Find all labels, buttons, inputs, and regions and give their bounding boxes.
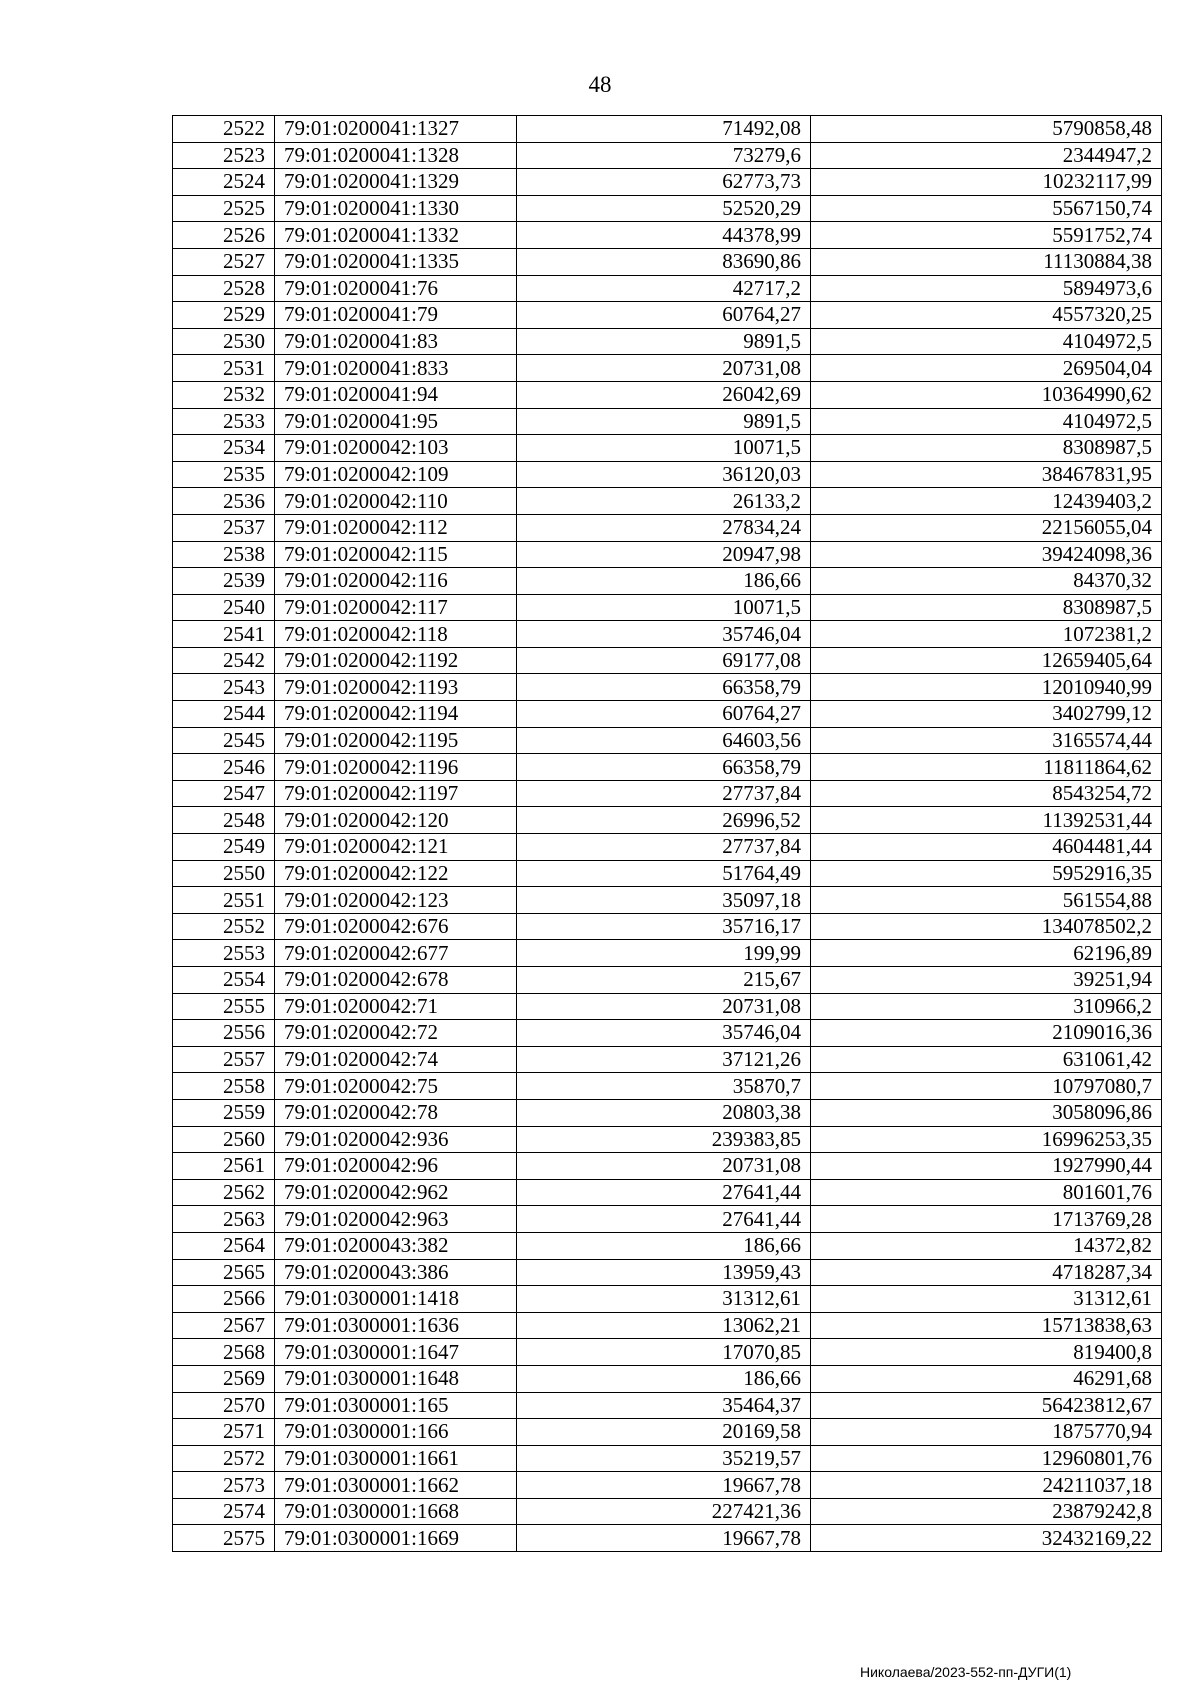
table-row <box>173 1286 1162 1313</box>
cadastral-number-cell: 79:01:0300001:1662 <box>275 1472 517 1499</box>
value-1-cell: 215,67 <box>517 967 811 994</box>
row-number-cell: 2543 <box>173 674 275 701</box>
value-2-cell: 4557320,25 <box>811 302 1162 329</box>
row-number-cell: 2562 <box>173 1179 275 1206</box>
row-number-cell: 2564 <box>173 1232 275 1259</box>
row-number-cell: 2524 <box>173 169 275 196</box>
row-number-cell: 2552 <box>173 913 275 940</box>
row-number-cell: 2537 <box>173 514 275 541</box>
row-number-cell: 2569 <box>173 1365 275 1392</box>
row-number-cell: 2531 <box>173 355 275 382</box>
table-row <box>173 1206 1162 1233</box>
cadastral-number-cell: 79:01:0300001:1647 <box>275 1339 517 1366</box>
row-number-cell: 2532 <box>173 381 275 408</box>
cadastral-number-cell: 79:01:0200042:676 <box>275 913 517 940</box>
row-number-cell: 2538 <box>173 541 275 568</box>
table-row <box>173 116 1162 143</box>
row-number-cell: 2558 <box>173 1073 275 1100</box>
value-2-cell: 3058096,86 <box>811 1099 1162 1126</box>
value-1-cell: 27641,44 <box>517 1206 811 1233</box>
table-row <box>173 1339 1162 1366</box>
page-number: 48 <box>588 72 612 97</box>
cadastral-number-cell: 79:01:0200041:1329 <box>275 169 517 196</box>
cadastral-number-cell: 79:01:0200041:76 <box>275 275 517 302</box>
value-1-cell: 9891,5 <box>517 408 811 435</box>
value-2-cell: 1875770,94 <box>811 1419 1162 1446</box>
value-2-cell: 310966,2 <box>811 993 1162 1020</box>
row-number-cell: 2542 <box>173 647 275 674</box>
row-number-cell: 2549 <box>173 834 275 861</box>
table-row <box>173 701 1162 728</box>
table-row <box>173 541 1162 568</box>
value-2-cell: 38467831,95 <box>811 461 1162 488</box>
value-2-cell: 5952916,35 <box>811 860 1162 887</box>
row-number-cell: 2522 <box>173 116 275 143</box>
value-1-cell: 51764,49 <box>517 860 811 887</box>
cadastral-number-cell: 79:01:0200042:75 <box>275 1073 517 1100</box>
row-number-cell: 2541 <box>173 621 275 648</box>
value-1-cell: 44378,99 <box>517 222 811 249</box>
value-1-cell: 60764,27 <box>517 302 811 329</box>
value-1-cell: 17070,85 <box>517 1339 811 1366</box>
table-body <box>173 116 1162 1552</box>
value-2-cell: 4104972,5 <box>811 408 1162 435</box>
value-2-cell: 8543254,72 <box>811 780 1162 807</box>
value-2-cell: 5894973,6 <box>811 275 1162 302</box>
row-number-cell: 2539 <box>173 568 275 595</box>
value-1-cell: 35746,04 <box>517 1020 811 1047</box>
cadastral-number-cell: 79:01:0300001:166 <box>275 1419 517 1446</box>
cadastral-number-cell: 79:01:0200042:678 <box>275 967 517 994</box>
row-number-cell: 2556 <box>173 1020 275 1047</box>
value-1-cell: 13959,43 <box>517 1259 811 1286</box>
cadastral-number-cell: 79:01:0200041:1327 <box>275 116 517 143</box>
value-2-cell: 24211037,18 <box>811 1472 1162 1499</box>
table-row <box>173 1232 1162 1259</box>
value-1-cell: 83690,86 <box>517 248 811 275</box>
row-number-cell: 2561 <box>173 1153 275 1180</box>
row-number-cell: 2540 <box>173 594 275 621</box>
value-2-cell: 12960801,76 <box>811 1445 1162 1472</box>
row-number-cell: 2526 <box>173 222 275 249</box>
value-2-cell: 39424098,36 <box>811 541 1162 568</box>
row-number-cell: 2548 <box>173 807 275 834</box>
cadastral-number-cell: 79:01:0200043:382 <box>275 1232 517 1259</box>
table-row <box>173 355 1162 382</box>
value-1-cell: 20731,08 <box>517 1153 811 1180</box>
value-2-cell: 56423812,67 <box>811 1392 1162 1419</box>
row-number-cell: 2571 <box>173 1419 275 1446</box>
cadastral-number-cell: 79:01:0200042:78 <box>275 1099 517 1126</box>
value-1-cell: 20731,08 <box>517 993 811 1020</box>
value-1-cell: 27737,84 <box>517 780 811 807</box>
value-1-cell: 71492,08 <box>517 116 811 143</box>
table-row <box>173 275 1162 302</box>
value-2-cell: 5790858,48 <box>811 116 1162 143</box>
cadastral-number-cell: 79:01:0200042:74 <box>275 1046 517 1073</box>
table-row <box>173 834 1162 861</box>
row-number-cell: 2568 <box>173 1339 275 1366</box>
value-1-cell: 186,66 <box>517 1365 811 1392</box>
cadastral-number-cell: 79:01:0200042:116 <box>275 568 517 595</box>
value-2-cell: 2109016,36 <box>811 1020 1162 1047</box>
table-row <box>173 248 1162 275</box>
table-row <box>173 1020 1162 1047</box>
table-row <box>173 1153 1162 1180</box>
table-row <box>173 860 1162 887</box>
table-row <box>173 1498 1162 1525</box>
table-row <box>173 222 1162 249</box>
value-2-cell: 1927990,44 <box>811 1153 1162 1180</box>
value-1-cell: 20169,58 <box>517 1419 811 1446</box>
row-number-cell: 2534 <box>173 435 275 462</box>
cadastral-number-cell: 79:01:0200042:962 <box>275 1179 517 1206</box>
value-2-cell: 10797080,7 <box>811 1073 1162 1100</box>
cadastral-number-cell: 79:01:0200041:1328 <box>275 142 517 169</box>
value-2-cell: 5567150,74 <box>811 195 1162 222</box>
cadastral-number-cell: 79:01:0200042:1194 <box>275 701 517 728</box>
cadastral-number-cell: 79:01:0300001:1636 <box>275 1312 517 1339</box>
row-number-cell: 2570 <box>173 1392 275 1419</box>
cadastral-number-cell: 79:01:0200042:677 <box>275 940 517 967</box>
row-number-cell: 2553 <box>173 940 275 967</box>
table-row <box>173 1472 1162 1499</box>
cadastral-number-cell: 79:01:0200042:1195 <box>275 727 517 754</box>
value-2-cell: 39251,94 <box>811 967 1162 994</box>
row-number-cell: 2565 <box>173 1259 275 1286</box>
cadastral-number-cell: 79:01:0200042:1193 <box>275 674 517 701</box>
table-row <box>173 1525 1162 1552</box>
value-1-cell: 60764,27 <box>517 701 811 728</box>
table-row <box>173 807 1162 834</box>
value-1-cell: 66358,79 <box>517 674 811 701</box>
cadastral-number-cell: 79:01:0200042:121 <box>275 834 517 861</box>
cadastral-number-cell: 79:01:0300001:1648 <box>275 1365 517 1392</box>
value-2-cell: 32432169,22 <box>811 1525 1162 1552</box>
value-2-cell: 134078502,2 <box>811 913 1162 940</box>
cadastral-number-cell: 79:01:0200042:963 <box>275 1206 517 1233</box>
table-row <box>173 674 1162 701</box>
cadastral-number-cell: 79:01:0200042:112 <box>275 514 517 541</box>
table-row <box>173 1312 1162 1339</box>
row-number-cell: 2557 <box>173 1046 275 1073</box>
table-row <box>173 1259 1162 1286</box>
value-2-cell: 8308987,5 <box>811 435 1162 462</box>
table-row <box>173 142 1162 169</box>
row-number-cell: 2525 <box>173 195 275 222</box>
value-2-cell: 46291,68 <box>811 1365 1162 1392</box>
row-number-cell: 2559 <box>173 1099 275 1126</box>
cadastral-number-cell: 79:01:0200042:72 <box>275 1020 517 1047</box>
row-number-cell: 2567 <box>173 1312 275 1339</box>
cadastral-number-cell: 79:01:0200042:103 <box>275 435 517 462</box>
cadastral-number-cell: 79:01:0200042:118 <box>275 621 517 648</box>
row-number-cell: 2535 <box>173 461 275 488</box>
cadastral-number-cell: 79:01:0200042:71 <box>275 993 517 1020</box>
value-1-cell: 35219,57 <box>517 1445 811 1472</box>
table-row <box>173 461 1162 488</box>
value-1-cell: 26133,2 <box>517 488 811 515</box>
value-2-cell: 12659405,64 <box>811 647 1162 674</box>
value-2-cell: 15713838,63 <box>811 1312 1162 1339</box>
table-row <box>173 568 1162 595</box>
row-number-cell: 2547 <box>173 780 275 807</box>
row-number-cell: 2560 <box>173 1126 275 1153</box>
cadastral-number-cell: 79:01:0200042:120 <box>275 807 517 834</box>
table-row <box>173 1419 1162 1446</box>
row-number-cell: 2551 <box>173 887 275 914</box>
table-row <box>173 727 1162 754</box>
value-1-cell: 64603,56 <box>517 727 811 754</box>
value-2-cell: 31312,61 <box>811 1286 1162 1313</box>
value-1-cell: 26042,69 <box>517 381 811 408</box>
row-number-cell: 2575 <box>173 1525 275 1552</box>
value-1-cell: 35464,37 <box>517 1392 811 1419</box>
value-2-cell: 12010940,99 <box>811 674 1162 701</box>
table-row <box>173 1046 1162 1073</box>
value-2-cell: 4104972,5 <box>811 328 1162 355</box>
value-1-cell: 20731,08 <box>517 355 811 382</box>
cadastral-number-cell: 79:01:0200041:1335 <box>275 248 517 275</box>
table-row <box>173 621 1162 648</box>
value-1-cell: 35097,18 <box>517 887 811 914</box>
row-number-cell: 2555 <box>173 993 275 1020</box>
table-row <box>173 1099 1162 1126</box>
value-1-cell: 10071,5 <box>517 594 811 621</box>
value-2-cell: 22156055,04 <box>811 514 1162 541</box>
row-number-cell: 2573 <box>173 1472 275 1499</box>
value-1-cell: 19667,78 <box>517 1472 811 1499</box>
document-reference-footer: Николаева/2023-552-пп-ДУГИ(1) <box>860 1664 1072 1680</box>
table-row <box>173 488 1162 515</box>
value-1-cell: 69177,08 <box>517 647 811 674</box>
value-1-cell: 20947,98 <box>517 541 811 568</box>
row-number-cell: 2536 <box>173 488 275 515</box>
cadastral-number-cell: 79:01:0200042:96 <box>275 1153 517 1180</box>
table-row <box>173 435 1162 462</box>
value-2-cell: 11130884,38 <box>811 248 1162 275</box>
value-2-cell: 1713769,28 <box>811 1206 1162 1233</box>
row-number-cell: 2530 <box>173 328 275 355</box>
value-1-cell: 35746,04 <box>517 621 811 648</box>
value-1-cell: 35716,17 <box>517 913 811 940</box>
cadastral-number-cell: 79:01:0200041:1332 <box>275 222 517 249</box>
row-number-cell: 2523 <box>173 142 275 169</box>
value-2-cell: 11392531,44 <box>811 807 1162 834</box>
row-number-cell: 2563 <box>173 1206 275 1233</box>
value-2-cell: 10364990,62 <box>811 381 1162 408</box>
table-row <box>173 1392 1162 1419</box>
row-number-cell: 2529 <box>173 302 275 329</box>
value-1-cell: 20803,38 <box>517 1099 811 1126</box>
cadastral-number-cell: 79:01:0200041:94 <box>275 381 517 408</box>
row-number-cell: 2554 <box>173 967 275 994</box>
value-2-cell: 3402799,12 <box>811 701 1162 728</box>
value-2-cell: 23879242,8 <box>811 1498 1162 1525</box>
cadastral-number-cell: 79:01:0200042:115 <box>275 541 517 568</box>
row-number-cell: 2544 <box>173 701 275 728</box>
table-row <box>173 780 1162 807</box>
cadastral-number-cell: 79:01:0200042:936 <box>275 1126 517 1153</box>
value-2-cell: 11811864,62 <box>811 754 1162 781</box>
value-1-cell: 73279,6 <box>517 142 811 169</box>
value-1-cell: 227421,36 <box>517 1498 811 1525</box>
cadastral-number-cell: 79:01:0300001:1661 <box>275 1445 517 1472</box>
row-number-cell: 2527 <box>173 248 275 275</box>
cadastral-number-cell: 79:01:0200041:83 <box>275 328 517 355</box>
value-2-cell: 4718287,34 <box>811 1259 1162 1286</box>
cadastral-number-cell: 79:01:0200043:386 <box>275 1259 517 1286</box>
value-1-cell: 186,66 <box>517 1232 811 1259</box>
cadastral-value-table <box>172 115 1162 1552</box>
value-1-cell: 19667,78 <box>517 1525 811 1552</box>
table-row <box>173 381 1162 408</box>
value-2-cell: 631061,42 <box>811 1046 1162 1073</box>
cadastral-number-cell: 79:01:0200041:79 <box>275 302 517 329</box>
value-2-cell: 819400,8 <box>811 1339 1162 1366</box>
value-1-cell: 26996,52 <box>517 807 811 834</box>
table-row <box>173 754 1162 781</box>
cadastral-number-cell: 79:01:0300001:1668 <box>275 1498 517 1525</box>
value-1-cell: 10071,5 <box>517 435 811 462</box>
cadastral-number-cell: 79:01:0200042:109 <box>275 461 517 488</box>
cadastral-number-cell: 79:01:0200042:117 <box>275 594 517 621</box>
row-number-cell: 2574 <box>173 1498 275 1525</box>
table-row <box>173 195 1162 222</box>
table-row <box>173 1365 1162 1392</box>
value-2-cell: 14372,82 <box>811 1232 1162 1259</box>
table-row <box>173 1073 1162 1100</box>
value-2-cell: 62196,89 <box>811 940 1162 967</box>
cadastral-number-cell: 79:01:0200041:1330 <box>275 195 517 222</box>
cadastral-number-cell: 79:01:0200041:95 <box>275 408 517 435</box>
value-2-cell: 3165574,44 <box>811 727 1162 754</box>
row-number-cell: 2566 <box>173 1286 275 1313</box>
row-number-cell: 2572 <box>173 1445 275 1472</box>
table-row <box>173 1179 1162 1206</box>
value-2-cell: 5591752,74 <box>811 222 1162 249</box>
value-2-cell: 1072381,2 <box>811 621 1162 648</box>
table-row <box>173 887 1162 914</box>
value-1-cell: 36120,03 <box>517 461 811 488</box>
cadastral-number-cell: 79:01:0200041:833 <box>275 355 517 382</box>
table-row <box>173 594 1162 621</box>
table-row <box>173 913 1162 940</box>
table-row <box>173 302 1162 329</box>
value-1-cell: 199,99 <box>517 940 811 967</box>
cadastral-number-cell: 79:01:0200042:110 <box>275 488 517 515</box>
row-number-cell: 2545 <box>173 727 275 754</box>
value-2-cell: 8308987,5 <box>811 594 1162 621</box>
cadastral-number-cell: 79:01:0200042:1192 <box>275 647 517 674</box>
table-row <box>173 514 1162 541</box>
value-2-cell: 12439403,2 <box>811 488 1162 515</box>
value-1-cell: 239383,85 <box>517 1126 811 1153</box>
value-2-cell: 801601,76 <box>811 1179 1162 1206</box>
value-1-cell: 186,66 <box>517 568 811 595</box>
value-2-cell: 561554,88 <box>811 887 1162 914</box>
row-number-cell: 2546 <box>173 754 275 781</box>
cadastral-number-cell: 79:01:0300001:165 <box>275 1392 517 1419</box>
value-2-cell: 269504,04 <box>811 355 1162 382</box>
value-1-cell: 27737,84 <box>517 834 811 861</box>
cadastral-number-cell: 79:01:0200042:123 <box>275 887 517 914</box>
table-row <box>173 169 1162 196</box>
table-row <box>173 940 1162 967</box>
value-1-cell: 66358,79 <box>517 754 811 781</box>
cadastral-number-cell: 79:01:0300001:1669 <box>275 1525 517 1552</box>
row-number-cell: 2528 <box>173 275 275 302</box>
value-2-cell: 4604481,44 <box>811 834 1162 861</box>
cadastral-number-cell: 79:01:0200042:122 <box>275 860 517 887</box>
value-1-cell: 37121,26 <box>517 1046 811 1073</box>
cadastral-number-cell: 79:01:0200042:1196 <box>275 754 517 781</box>
value-1-cell: 13062,21 <box>517 1312 811 1339</box>
row-number-cell: 2533 <box>173 408 275 435</box>
table-row <box>173 993 1162 1020</box>
cadastral-number-cell: 79:01:0200042:1197 <box>275 780 517 807</box>
table-row <box>173 328 1162 355</box>
row-number-cell: 2550 <box>173 860 275 887</box>
value-1-cell: 9891,5 <box>517 328 811 355</box>
value-1-cell: 27641,44 <box>517 1179 811 1206</box>
table-row <box>173 967 1162 994</box>
cadastral-number-cell: 79:01:0300001:1418 <box>275 1286 517 1313</box>
value-1-cell: 31312,61 <box>517 1286 811 1313</box>
value-2-cell: 84370,32 <box>811 568 1162 595</box>
value-2-cell: 10232117,99 <box>811 169 1162 196</box>
table-row <box>173 647 1162 674</box>
table-row <box>173 1445 1162 1472</box>
value-2-cell: 2344947,2 <box>811 142 1162 169</box>
value-1-cell: 27834,24 <box>517 514 811 541</box>
value-1-cell: 42717,2 <box>517 275 811 302</box>
value-1-cell: 35870,7 <box>517 1073 811 1100</box>
table-row <box>173 408 1162 435</box>
value-1-cell: 52520,29 <box>517 195 811 222</box>
table-row <box>173 1126 1162 1153</box>
value-2-cell: 16996253,35 <box>811 1126 1162 1153</box>
value-1-cell: 62773,73 <box>517 169 811 196</box>
